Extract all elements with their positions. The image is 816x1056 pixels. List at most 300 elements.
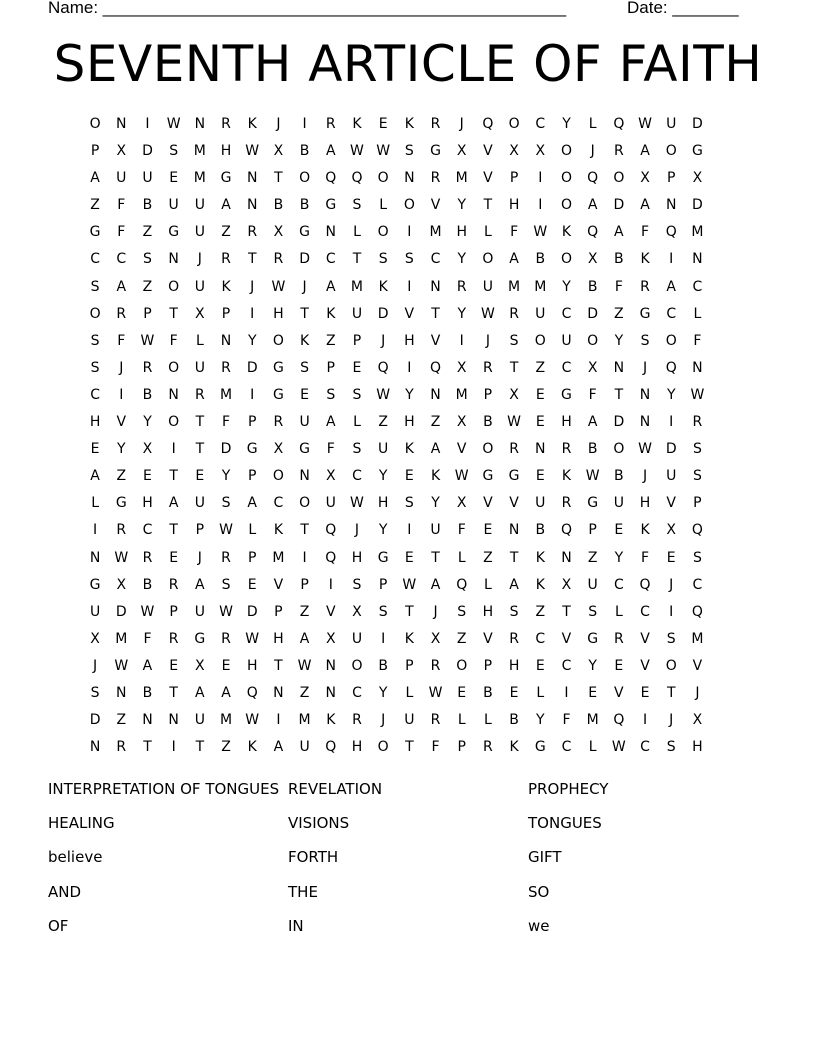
grid-letter: A: [325, 278, 336, 295]
grid-letter: I: [407, 359, 412, 376]
grid-letter: R: [430, 657, 441, 674]
grid-letter: N: [325, 684, 337, 701]
grid-letter: S: [692, 441, 702, 458]
grid-letter: T: [431, 305, 440, 322]
grid-letter: U: [194, 712, 205, 729]
grid-letter: X: [430, 630, 441, 647]
grid-letter: R: [247, 224, 258, 241]
grid-letter: X: [195, 657, 205, 674]
grid-letter: I: [407, 278, 412, 295]
grid-letter: V: [116, 414, 127, 431]
grid-letter: I: [669, 603, 674, 620]
grid-letter: W: [114, 657, 129, 674]
word-list-item: we: [528, 916, 550, 935]
grid-letter: R: [483, 739, 493, 756]
grid-letter: F: [222, 414, 231, 431]
grid-letter: P: [274, 603, 283, 620]
grid-letter: A: [640, 197, 650, 214]
grid-letter: B: [587, 441, 598, 458]
grid-letter: S: [90, 332, 100, 349]
grid-letter: I: [538, 170, 543, 187]
grid-letter: W: [271, 278, 286, 295]
grid-letter: S: [352, 441, 362, 458]
grid-letter: Y: [378, 468, 388, 485]
grid-letter: X: [116, 143, 127, 160]
grid-letter: U: [351, 305, 363, 322]
grid-letter: Y: [588, 657, 597, 674]
grid-letter: C: [142, 522, 153, 539]
grid-letter: Z: [456, 630, 467, 647]
grid-letter: O: [560, 251, 572, 268]
grid-letter: R: [221, 359, 231, 376]
date-field-label[interactable]: Date: _______: [627, 0, 739, 17]
word-list-item: VISIONS: [288, 814, 350, 833]
grid-letter: M: [455, 170, 468, 187]
grid-letter: B: [535, 251, 546, 268]
grid-letter: V: [483, 630, 493, 647]
grid-letter: F: [562, 712, 571, 729]
grid-letter: N: [508, 522, 520, 539]
grid-letter: C: [666, 305, 677, 322]
grid-letter: R: [561, 441, 572, 458]
grid-letter: T: [274, 170, 283, 187]
grid-letter: I: [171, 739, 176, 756]
grid-letter: U: [89, 603, 101, 620]
grid-letter: C: [535, 116, 546, 132]
grid-letter: G: [272, 386, 284, 403]
grid-letter: T: [405, 603, 414, 620]
grid-letter: G: [220, 170, 232, 187]
grid-letter: J: [197, 251, 202, 268]
grid-letter: P: [195, 522, 205, 539]
grid-letter: A: [90, 170, 100, 187]
grid-letter: C: [613, 576, 624, 593]
grid-letter: N: [613, 359, 625, 376]
grid-letter: Q: [482, 116, 494, 132]
grid-letter: U: [142, 170, 153, 187]
grid-letter: L: [588, 739, 597, 756]
grid-letter: O: [560, 197, 572, 214]
grid-letter: W: [350, 495, 364, 512]
grid-letter: Y: [143, 414, 152, 431]
grid-letter: N: [168, 712, 179, 729]
grid-letter: X: [352, 603, 362, 620]
grid-letter: K: [352, 116, 362, 132]
grid-letter: R: [561, 495, 572, 512]
grid-letter: Z: [221, 224, 231, 241]
grid-letter: X: [640, 170, 650, 187]
grid-letter: R: [116, 305, 127, 322]
grid-letter: N: [430, 278, 441, 295]
grid-letter: I: [642, 712, 648, 729]
grid-letter: S: [221, 576, 231, 593]
grid-letter: P: [300, 576, 309, 593]
grid-letter: P: [405, 657, 414, 674]
grid-letter: Q: [456, 576, 468, 593]
grid-letter: D: [220, 441, 232, 458]
grid-letter: P: [326, 359, 335, 376]
grid-letter: C: [692, 278, 703, 295]
grid-letter: H: [456, 224, 467, 241]
grid-letter: A: [430, 441, 441, 458]
grid-letter: R: [273, 251, 284, 268]
grid-letter: S: [90, 359, 100, 376]
grid-letter: M: [193, 143, 206, 160]
grid-letter: K: [247, 116, 257, 132]
grid-letter: U: [535, 305, 546, 322]
grid-letter: S: [326, 386, 336, 403]
grid-letter: H: [351, 549, 363, 566]
grid-letter: Q: [587, 224, 599, 241]
word-list-item: THE: [288, 882, 318, 901]
grid-letter: F: [431, 739, 440, 756]
grid-letter: J: [197, 549, 202, 566]
grid-letter: T: [169, 305, 178, 322]
grid-letter: M: [219, 386, 233, 403]
grid-letter: T: [195, 441, 205, 458]
word-list-item: IN: [288, 916, 304, 935]
grid-letter: G: [691, 143, 703, 160]
grid-letter: R: [325, 116, 336, 132]
grid-letter: S: [404, 143, 414, 160]
grid-letter: F: [614, 278, 623, 295]
grid-letter: K: [326, 712, 336, 729]
grid-letter: H: [692, 739, 703, 756]
grid-letter: O: [482, 441, 494, 458]
grid-letter: A: [430, 576, 441, 593]
grid-letter: P: [457, 739, 466, 756]
grid-letter: B: [509, 712, 519, 729]
grid-letter: D: [299, 251, 310, 268]
grid-letter: W: [114, 549, 129, 566]
grid-letter: M: [586, 712, 599, 729]
grid-letter: X: [456, 143, 467, 160]
grid-letter: H: [273, 630, 284, 647]
grid-letter: P: [666, 170, 676, 187]
grid-letter: N: [168, 386, 179, 403]
grid-letter: Y: [457, 197, 466, 214]
grid-letter: E: [221, 657, 231, 674]
grid-letter: U: [666, 116, 677, 132]
grid-letter: Q: [325, 522, 337, 539]
grid-letter: Z: [535, 359, 546, 376]
grid-letter: C: [430, 251, 441, 268]
grid-letter: R: [640, 278, 650, 295]
grid-letter: J: [485, 332, 490, 349]
grid-letter: U: [194, 197, 205, 214]
grid-letter: A: [325, 143, 336, 160]
grid-letter: Q: [613, 116, 625, 132]
grid-letter: R: [509, 441, 519, 458]
grid-letter: K: [535, 576, 545, 593]
grid-letter: O: [168, 414, 180, 431]
grid-letter: R: [221, 251, 231, 268]
grid-letter: D: [692, 197, 703, 214]
grid-letter: N: [639, 386, 651, 403]
grid-letter: S: [666, 630, 676, 647]
grid-letter: L: [379, 197, 388, 214]
grid-letter: G: [299, 441, 311, 458]
grid-letter: X: [325, 468, 336, 485]
grid-letter: X: [587, 359, 598, 376]
grid-letter: P: [247, 549, 257, 566]
grid-letter: S: [352, 197, 362, 214]
grid-letter: I: [302, 116, 307, 132]
grid-letter: O: [377, 170, 389, 187]
grid-letter: B: [587, 278, 598, 295]
grid-letter: L: [248, 522, 257, 539]
grid-letter: G: [272, 359, 284, 376]
grid-letter: R: [221, 549, 231, 566]
grid-letter: R: [168, 576, 179, 593]
grid-letter: Y: [378, 684, 388, 701]
grid-letter: G: [482, 468, 494, 485]
grid-letter: D: [246, 603, 258, 620]
grid-letter: Q: [325, 549, 337, 566]
grid-letter: W: [219, 603, 233, 620]
grid-letter: O: [482, 251, 494, 268]
grid-letter: M: [534, 278, 547, 295]
grid-letter: Q: [351, 170, 363, 187]
grid-letter: O: [272, 332, 284, 349]
grid-letter: S: [143, 251, 152, 268]
grid-letter: D: [613, 197, 625, 214]
grid-letter: S: [169, 143, 179, 160]
grid-letter: U: [613, 495, 624, 512]
grid-letter: A: [195, 684, 205, 701]
grid-letter: Y: [221, 468, 231, 485]
grid-letter: N: [246, 197, 258, 214]
grid-letter: G: [89, 576, 101, 593]
grid-letter: R: [613, 143, 624, 160]
grid-letter: K: [561, 468, 572, 485]
grid-letter: N: [692, 359, 703, 376]
grid-letter: M: [298, 712, 311, 729]
grid-letter: Y: [378, 522, 388, 539]
grid-letter: O: [89, 116, 101, 132]
grid-letter: T: [274, 657, 283, 674]
grid-letter: S: [509, 332, 519, 349]
grid-letter: E: [247, 576, 257, 593]
grid-letter: O: [613, 441, 625, 458]
grid-letter: E: [90, 441, 100, 458]
name-field-label[interactable]: Name: _________________________________________________: [48, 0, 567, 17]
grid-letter: G: [561, 386, 572, 403]
grid-letter: R: [116, 522, 127, 539]
grid-letter: C: [352, 684, 362, 701]
grid-letter: E: [640, 684, 650, 701]
grid-letter: T: [195, 739, 205, 756]
grid-letter: U: [194, 603, 205, 620]
grid-letter: J: [302, 278, 307, 295]
grid-letter: M: [429, 224, 442, 241]
grid-letter: Y: [457, 251, 466, 268]
grid-letter: V: [509, 495, 519, 512]
grid-letter: I: [538, 197, 543, 214]
grid-letter: W: [507, 414, 522, 431]
grid-letter: M: [272, 549, 285, 566]
grid-letter: R: [221, 630, 231, 647]
grid-letter: V: [404, 305, 415, 322]
grid-letter: T: [562, 603, 571, 620]
grid-letter: I: [381, 630, 386, 647]
grid-letter: Z: [221, 739, 231, 756]
grid-letter: J: [459, 116, 464, 132]
grid-letter: X: [561, 576, 572, 593]
grid-letter: H: [639, 495, 651, 512]
grid-letter: D: [377, 305, 389, 322]
grid-letter: N: [665, 197, 677, 214]
grid-letter: T: [405, 739, 414, 756]
grid-letter: Y: [457, 305, 466, 322]
grid-letter: H: [246, 657, 258, 674]
grid-letter: Y: [117, 441, 126, 458]
grid-letter: X: [90, 630, 100, 647]
grid-letter: T: [247, 251, 257, 268]
grid-letter: U: [325, 495, 336, 512]
grid-letter: X: [509, 386, 519, 403]
grid-letter: N: [299, 468, 310, 485]
grid-letter: V: [666, 495, 676, 512]
grid-letter: J: [433, 603, 438, 620]
grid-letter: C: [561, 359, 572, 376]
grid-letter: L: [588, 116, 597, 132]
grid-letter: R: [430, 712, 441, 729]
grid-letter: D: [613, 414, 625, 431]
grid-letter: P: [378, 576, 388, 593]
grid-letter: R: [430, 170, 441, 187]
grid-letter: D: [246, 359, 258, 376]
grid-letter: K: [300, 332, 310, 349]
grid-letter: E: [404, 468, 414, 485]
grid-letter: T: [143, 739, 152, 756]
grid-letter: I: [302, 549, 307, 566]
grid-letter: I: [564, 684, 569, 701]
grid-letter: J: [93, 657, 98, 674]
grid-letter: W: [480, 305, 495, 322]
grid-letter: B: [299, 197, 310, 214]
grid-letter: U: [404, 712, 415, 729]
grid-letter: O: [508, 116, 520, 132]
grid-letter: U: [378, 441, 389, 458]
grid-letter: W: [690, 386, 705, 403]
grid-letter: K: [404, 630, 414, 647]
grid-letter: W: [376, 143, 391, 160]
grid-letter: X: [456, 495, 467, 512]
grid-letter: X: [273, 143, 284, 160]
grid-letter: N: [89, 549, 101, 566]
grid-letter: O: [587, 332, 599, 349]
word-list-item: OF: [48, 916, 69, 935]
grid-letter: S: [221, 495, 231, 512]
grid-letter: W: [297, 657, 312, 674]
grid-letter: K: [509, 739, 519, 756]
grid-letter: Q: [665, 359, 677, 376]
grid-letter: G: [325, 197, 337, 214]
grid-letter: X: [456, 414, 467, 431]
grid-letter: P: [352, 332, 362, 349]
grid-letter: V: [614, 684, 624, 701]
grid-letter: Q: [560, 522, 572, 539]
grid-letter: U: [116, 170, 127, 187]
grid-letter: M: [508, 278, 521, 295]
grid-letter: Q: [325, 170, 337, 187]
grid-letter: V: [456, 441, 467, 458]
grid-letter: O: [403, 197, 415, 214]
grid-letter: C: [273, 495, 284, 512]
grid-letter: G: [299, 224, 311, 241]
word-list-item: FORTH: [288, 848, 339, 867]
grid-letter: H: [508, 657, 520, 674]
grid-letter: C: [561, 657, 572, 674]
grid-letter: N: [194, 116, 206, 132]
grid-letter: C: [640, 739, 650, 756]
grid-letter: K: [535, 549, 545, 566]
grid-letter: S: [352, 386, 362, 403]
word-list-item: SO: [528, 882, 550, 901]
grid-letter: A: [221, 197, 231, 214]
grid-letter: U: [194, 495, 205, 512]
grid-letter: O: [665, 143, 677, 160]
grid-letter: F: [588, 386, 597, 403]
grid-letter: O: [613, 170, 625, 187]
grid-letter: M: [455, 386, 468, 403]
word-list-item: HEALING: [48, 814, 115, 833]
grid-letter: Z: [325, 332, 336, 349]
grid-letter: A: [587, 197, 598, 214]
grid-letter: R: [273, 414, 284, 431]
grid-letter: G: [430, 143, 441, 160]
grid-letter: N: [561, 549, 572, 566]
grid-letter: L: [484, 712, 492, 729]
grid-letter: W: [245, 143, 260, 160]
grid-letter: A: [509, 251, 519, 268]
grid-letter: M: [115, 630, 128, 647]
grid-letter: A: [509, 576, 519, 593]
grid-letter: K: [404, 116, 414, 132]
grid-letter: L: [195, 332, 204, 349]
grid-letter: C: [90, 386, 100, 403]
grid-letter: U: [351, 630, 363, 647]
grid-letter: F: [169, 332, 178, 349]
grid-letter: U: [194, 224, 205, 241]
grid-letter: T: [169, 522, 178, 539]
grid-letter: X: [116, 576, 127, 593]
grid-letter: T: [509, 549, 519, 566]
word-list-item: INTERPRETATION OF TONGUES: [48, 780, 280, 798]
grid-letter: S: [352, 576, 362, 593]
grid-letter: P: [483, 657, 493, 674]
grid-letter: G: [115, 495, 127, 512]
grid-letter: B: [483, 414, 493, 431]
grid-letter: N: [116, 116, 127, 132]
word-list: [48, 778, 768, 949]
grid-letter: D: [665, 441, 677, 458]
grid-letter: U: [666, 468, 677, 485]
grid-letter: M: [193, 170, 206, 187]
grid-letter: O: [560, 143, 572, 160]
grid-letter: O: [377, 224, 389, 241]
grid-letter: Y: [562, 116, 571, 132]
grid-letter: E: [300, 386, 310, 403]
grid-letter: P: [221, 305, 231, 322]
grid-letter: S: [90, 278, 100, 295]
grid-letter: X: [535, 143, 546, 160]
grid-letter: C: [352, 468, 362, 485]
grid-letter: P: [588, 522, 597, 539]
grid-letter: F: [457, 522, 466, 539]
grid-letter: F: [641, 224, 650, 241]
